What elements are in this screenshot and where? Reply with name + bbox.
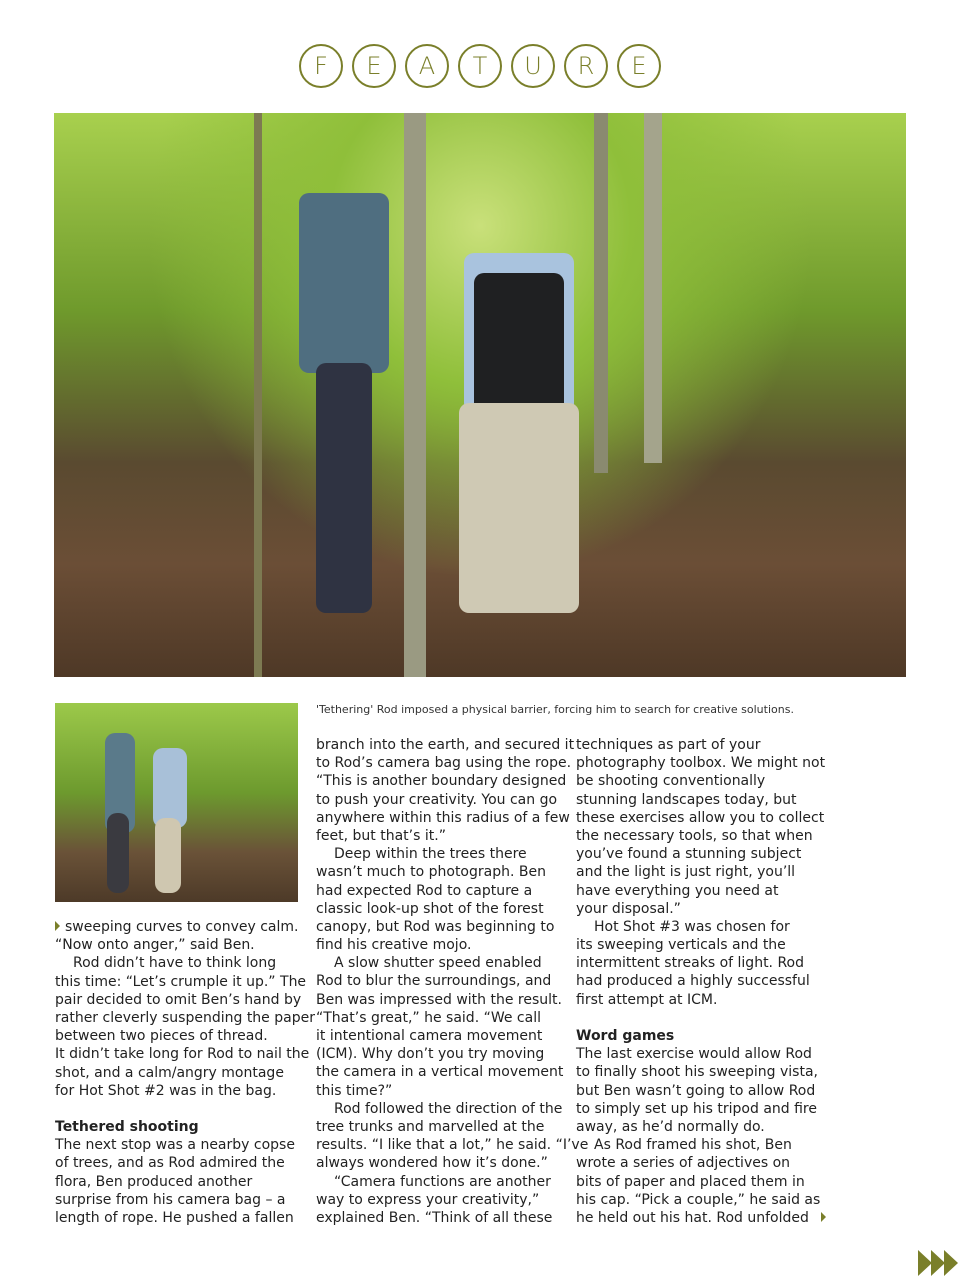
text-line	[55, 1027, 305, 1045]
line-text: to finally shoot his sweeping vista,	[576, 1064, 818, 1081]
line-text: It didn’t take long for Rod to nail the	[55, 1046, 310, 1063]
line-text: these exercises allow you to collect	[576, 809, 825, 826]
line-text: your disposal.”	[576, 900, 681, 917]
photo-caption: 'Tethering' Rod imposed a physical barrier, forcing him to search for creative solutions.	[316, 703, 794, 716]
text-line	[576, 954, 826, 972]
line-text: it intentional camera movement	[316, 1028, 543, 1044]
text-line	[316, 991, 566, 1009]
line-text: had expected Rod to capture a	[316, 882, 533, 899]
text-line	[55, 991, 305, 1009]
line-text: pair decided to omit Ben’s hand by	[55, 991, 302, 1008]
line-text: tree trunks and marvelled at the	[316, 1118, 545, 1135]
text-line	[576, 1063, 826, 1081]
line-text: always wondered how it’s done.”	[316, 1155, 548, 1172]
line-text: Rod to blur the surroundings, and	[316, 973, 552, 990]
text-line	[316, 1063, 566, 1081]
line-text: “This is another boundary designed	[316, 773, 567, 790]
text-line	[576, 1209, 826, 1227]
text-line	[316, 1154, 566, 1172]
text-line	[55, 1009, 315, 1027]
line-text: Tethered shooting	[55, 1119, 199, 1136]
text-line	[576, 754, 826, 772]
masthead-letter: F	[299, 44, 343, 88]
line-text: “That’s great,” he said. “We call	[316, 1009, 541, 1026]
line-text: find his creative mojo.	[316, 937, 472, 954]
line-text: surprise from his camera bag – a	[55, 1191, 286, 1208]
line-text: but Ben wasn’t going to allow Rod	[576, 1082, 816, 1099]
line-text: its sweeping verticals and the	[576, 937, 786, 954]
text-column-1	[55, 918, 315, 1227]
line-text: length of rope. He pushed a fallen	[55, 1210, 294, 1226]
line-text: Rod didn’t have to think long	[73, 955, 277, 972]
text-column-2	[316, 736, 589, 1227]
text-line	[576, 882, 826, 900]
line-text: of trees, and as Rod admired the	[55, 1155, 285, 1172]
text-line	[316, 918, 566, 936]
line-text: to Rod’s camera bag using the rope.	[316, 755, 572, 772]
text-line	[316, 863, 566, 881]
line-text: The next stop was a nearby copse	[55, 1137, 295, 1154]
text-line	[316, 1136, 589, 1154]
text-line	[316, 1082, 566, 1100]
line-text: this time?”	[316, 1082, 393, 1099]
line-text: branch into the earth, and secured it	[316, 737, 575, 753]
text-line	[316, 954, 566, 972]
section-heading	[576, 1027, 826, 1045]
line-text: feet, but that’s it.”	[316, 827, 446, 844]
line-text: for Hot Shot #2 was in the bag.	[55, 1082, 277, 1099]
line-text: Deep within the trees there	[334, 846, 527, 863]
text-line	[576, 1100, 826, 1118]
text-line	[576, 809, 826, 827]
text-line	[576, 845, 826, 863]
text-line	[576, 1082, 826, 1100]
line-text: wrote a series of adjectives on	[576, 1155, 791, 1172]
text-line	[55, 1154, 305, 1172]
line-text: to simply set up his tripod and fire	[576, 1100, 817, 1117]
line-text: The last exercise would allow Rod	[576, 1046, 812, 1063]
line-text: this time: “Let’s crumple it up.” The	[55, 973, 307, 990]
text-line	[316, 827, 566, 845]
line-text: classic look-up shot of the forest	[316, 900, 544, 917]
masthead-letter: U	[511, 44, 555, 88]
text-line	[576, 900, 826, 918]
line-text: Rod followed the direction of the	[334, 1100, 563, 1117]
text-line	[576, 991, 826, 1009]
line-text: Word games	[576, 1028, 675, 1044]
line-text: be shooting conventionally	[576, 773, 766, 790]
line-text: sweeping curves to convey calm.	[65, 919, 299, 935]
line-text: Ben was impressed with the result.	[316, 991, 562, 1008]
text-line	[576, 791, 826, 809]
text-line	[316, 1027, 566, 1045]
line-text: (ICM). Why don’t you try moving	[316, 1046, 545, 1063]
text-line	[55, 1045, 310, 1063]
text-line	[316, 1100, 566, 1118]
text-line	[576, 1045, 826, 1063]
line-text: shot, and a calm/angry montage	[55, 1064, 284, 1081]
line-text: “Now onto anger,” said Ben.	[55, 937, 255, 954]
line-text: flora, Ben produced another	[55, 1173, 253, 1190]
text-line	[576, 772, 826, 790]
masthead-letter: R	[564, 44, 608, 88]
line-text: stunning landscapes today, but	[576, 791, 797, 808]
line-text: As Rod framed his shot, Ben	[594, 1137, 792, 1154]
text-line	[316, 1118, 566, 1136]
text-line	[55, 1064, 305, 1082]
line-text: wasn’t much to photograph. Ben	[316, 864, 546, 881]
line-text: first attempt at ICM.	[576, 991, 718, 1008]
line-text: intermittent streaks of light. Rod	[576, 955, 805, 972]
line-text: he held out his hat. Rod unfolded	[576, 1209, 809, 1226]
text-line	[316, 791, 566, 809]
line-text: “Camera functions are another	[334, 1173, 551, 1190]
text-line	[55, 1209, 305, 1227]
text-line	[316, 1191, 566, 1209]
section-heading	[55, 1118, 305, 1136]
text-line	[55, 1082, 305, 1100]
line-text: and the light is just right, you’ll	[576, 864, 796, 881]
text-line	[576, 827, 826, 845]
continue-arrow-icon	[55, 921, 60, 931]
text-line	[576, 936, 826, 954]
continue-arrow-icon	[821, 1212, 826, 1222]
text-line	[576, 1173, 826, 1191]
text-line	[316, 809, 570, 827]
text-line	[55, 1173, 305, 1191]
text-line	[55, 954, 305, 972]
line-text: to push your creativity. You can go	[316, 791, 558, 808]
text-line	[576, 736, 826, 754]
feature-masthead	[0, 44, 960, 88]
masthead-letter: E	[352, 44, 396, 88]
text-line	[316, 1009, 566, 1027]
text-line	[55, 973, 305, 991]
text-line	[316, 772, 566, 790]
text-line	[55, 1100, 305, 1118]
text-line	[316, 900, 566, 918]
text-line	[316, 1045, 566, 1063]
line-text: between two pieces of thread.	[55, 1028, 268, 1045]
text-line	[55, 1136, 305, 1154]
text-line	[576, 1009, 826, 1027]
text-line	[316, 845, 566, 863]
line-text: bits of paper and placed them in	[576, 1173, 805, 1190]
text-line	[576, 1154, 826, 1172]
next-page-arrows-icon	[919, 1250, 958, 1276]
line-text: Hot Shot #3 was chosen for	[594, 918, 790, 935]
line-text: way to express your creativity,”	[316, 1191, 540, 1208]
text-line	[316, 1209, 566, 1227]
line-text: had produced a highly successful	[576, 973, 810, 990]
line-text: techniques as part of your	[576, 737, 761, 753]
masthead-letter: A	[405, 44, 449, 88]
line-text: you’ve found a stunning subject	[576, 846, 802, 863]
masthead-letter: T	[458, 44, 502, 88]
text-line	[316, 1173, 566, 1191]
text-line	[55, 936, 305, 954]
line-text: have everything you need at	[576, 882, 779, 899]
text-line	[576, 1191, 826, 1209]
line-text: explained Ben. “Think of all these	[316, 1209, 553, 1226]
text-line	[316, 972, 566, 990]
text-line	[576, 863, 826, 881]
text-line	[576, 918, 826, 936]
line-text: photography toolbox. We might not	[576, 755, 826, 772]
line-text: the camera in a vertical movement	[316, 1064, 564, 1081]
line-text: anywhere within this radius of a few	[316, 809, 570, 826]
text-line	[576, 972, 826, 990]
text-line	[316, 936, 566, 954]
line-text: canopy, but Rod was beginning to	[316, 918, 555, 935]
masthead-letter: E	[617, 44, 661, 88]
text-line	[316, 882, 566, 900]
line-text: results. “I like that a lot,” he said. “I’ve	[316, 1137, 589, 1154]
line-text: away, as he’d normally do.	[576, 1118, 765, 1135]
text-line	[316, 736, 575, 754]
text-line	[576, 1118, 826, 1136]
text-line	[55, 918, 305, 936]
line-text: rather cleverly suspending the paper	[55, 1009, 315, 1026]
line-text: his cap. “Pick a couple,” he said as	[576, 1191, 821, 1208]
text-column-3	[576, 736, 826, 1227]
thumbnail-photo-forest	[55, 703, 298, 902]
text-line	[576, 1136, 826, 1154]
text-line	[55, 1191, 305, 1209]
main-photo-forest-tethering	[54, 113, 906, 677]
text-line	[316, 754, 572, 772]
line-text: the necessary tools, so that when	[576, 827, 813, 844]
line-text: A slow shutter speed enabled	[334, 955, 542, 972]
